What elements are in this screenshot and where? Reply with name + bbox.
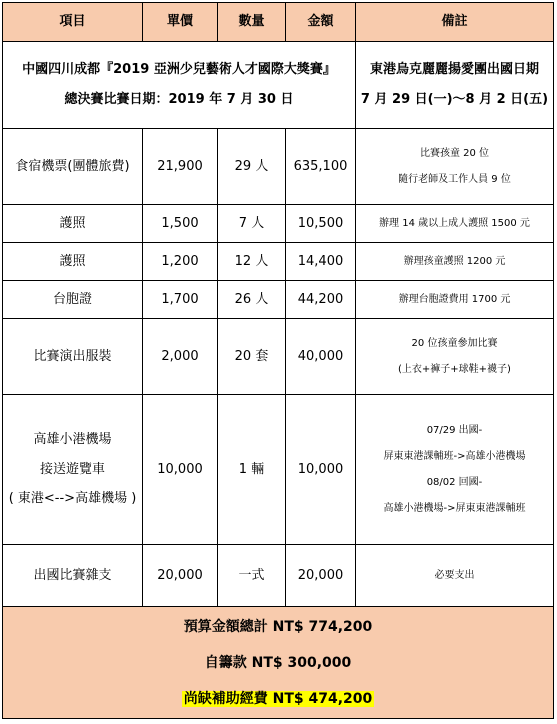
header-row [3, 3, 554, 42]
funding-shortfall: 尚缺補助經費 NT$ 474,200 [183, 690, 373, 707]
cell-qty: 20 套 [218, 319, 286, 395]
cell-item: 出國比賽雜支 [3, 545, 143, 607]
cell-note: 20 位孩童參加比賽 (上衣+褲子+球鞋+襪子) [356, 319, 554, 395]
cell-qty: 1 輛 [218, 395, 286, 545]
cell-qty: 29 人 [218, 129, 286, 205]
cell-amount: 10,000 [286, 395, 356, 545]
event-date: 總決賽比賽日期：2019 年 7 月 30 日 [64, 92, 294, 107]
header-quantity: 數量 [218, 3, 286, 42]
cell-qty: 7 人 [218, 205, 286, 243]
header-remarks: 備註 [356, 3, 554, 42]
cell-amount: 20,000 [286, 545, 356, 607]
event-title: 中國四川成都『2019 亞洲少兒藝術人才國際大獎賽』 [22, 62, 336, 78]
table-row [3, 545, 554, 607]
cell-item: 台胞證 [3, 281, 143, 319]
cell-note: 比賽孩童 20 位 隨行老師及工作人員 9 位 [356, 129, 554, 205]
cell-amount: 10,500 [286, 205, 356, 243]
trip-dates: 7 月 29 日(一)～8 月 2 日(五) [360, 92, 549, 107]
table-row [3, 205, 554, 243]
summary-row [3, 607, 554, 719]
cell-item: 高雄小港機場 接送遊覽車 ( 東港<-->高雄機場 ) [3, 395, 143, 545]
cell-price: 2,000 [143, 319, 218, 395]
cell-note: 辦理孩童護照 1200 元 [356, 243, 554, 281]
cell-qty: 12 人 [218, 243, 286, 281]
cell-price: 1,500 [143, 205, 218, 243]
table-row [3, 129, 554, 205]
intro-row [3, 42, 554, 129]
header-unit-price: 單價 [143, 3, 218, 42]
table-row [3, 281, 554, 319]
cell-amount: 14,400 [286, 243, 356, 281]
cell-note: 辦理台胞證費用 1700 元 [356, 281, 554, 319]
table-row [3, 243, 554, 281]
header-amount: 金額 [286, 3, 356, 42]
self-raised-funds: 自籌款 NT$ 300,000 [204, 654, 352, 671]
budget-table [2, 2, 554, 719]
cell-item: 比賽演出服裝 [3, 319, 143, 395]
cell-amount: 635,100 [286, 129, 356, 205]
cell-amount: 40,000 [286, 319, 356, 395]
trip-title: 東港烏克麗麗揚愛團出國日期 [369, 62, 539, 78]
cell-price: 20,000 [143, 545, 218, 607]
cell-item: 食宿機票(團體旅費) [3, 129, 143, 205]
cell-amount: 44,200 [286, 281, 356, 319]
total-budget: 預算金額總計 NT$ 774,200 [183, 618, 373, 635]
header-item: 項目 [3, 3, 143, 42]
cell-note: 辦理 14 歲以上成人護照 1500 元 [356, 205, 554, 243]
cell-price: 21,900 [143, 129, 218, 205]
trip-info [356, 42, 554, 129]
cell-price: 1,200 [143, 243, 218, 281]
cell-note: 必要支出 [356, 545, 554, 607]
cell-note: 07/29 出國- 屏東東港課輔班->高雄小港機場 08/02 回國- 高雄小港機場->屏東東港課輔班 [356, 395, 554, 545]
cell-qty: 26 人 [218, 281, 286, 319]
event-info [3, 42, 356, 129]
budget-summary [3, 607, 554, 719]
cell-qty: 一式 [218, 545, 286, 607]
cell-price: 1,700 [143, 281, 218, 319]
cell-item: 護照 [3, 205, 143, 243]
table-row [3, 395, 554, 545]
cell-item: 護照 [3, 243, 143, 281]
cell-price: 10,000 [143, 395, 218, 545]
table-row [3, 319, 554, 395]
